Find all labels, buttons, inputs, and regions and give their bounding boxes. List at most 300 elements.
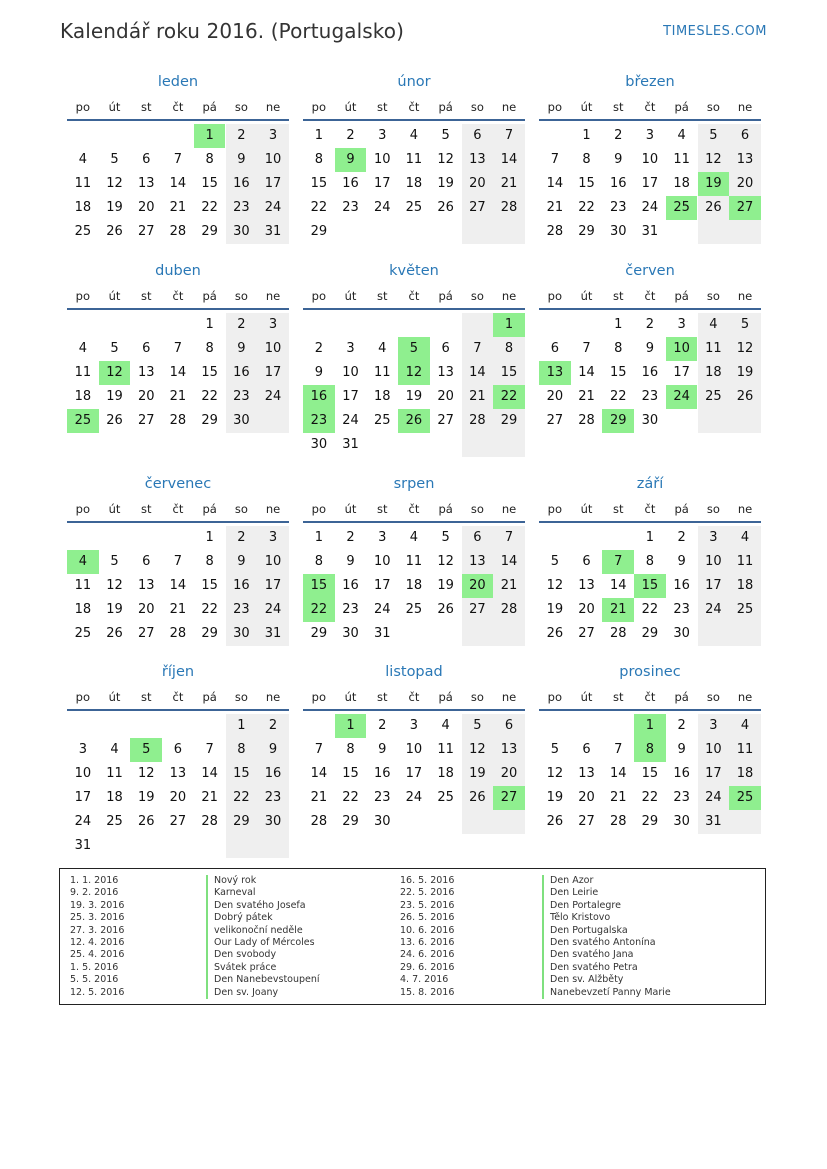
holiday-day[interactable]: 23 — [303, 409, 335, 433]
day-cell[interactable]: 20 — [137, 602, 155, 617]
day-cell[interactable]: 10 — [705, 742, 722, 757]
day-cell[interactable]: 20 — [578, 790, 595, 805]
day-cell[interactable]: 19 — [106, 200, 123, 215]
day-cell[interactable]: 13 — [137, 365, 155, 380]
day-cell[interactable]: 29 — [310, 224, 328, 239]
holiday-day[interactable]: 16 — [303, 385, 335, 409]
day-cell[interactable]: 11 — [74, 365, 92, 380]
day-cell[interactable]: 24 — [705, 790, 722, 805]
day-cell[interactable]: 14 — [169, 176, 187, 191]
day-cell[interactable]: 2 — [346, 530, 355, 545]
day-cell[interactable]: 13 — [437, 365, 454, 380]
day-cell[interactable]: 24 — [264, 200, 282, 215]
day-cell[interactable]: 19 — [546, 790, 564, 805]
day-cell[interactable]: 25 — [705, 389, 722, 404]
day-cell[interactable]: 17 — [641, 176, 659, 191]
day-cell[interactable]: 11 — [437, 742, 454, 757]
holiday-day[interactable]: 19 — [698, 172, 730, 196]
day-cell[interactable]: 6 — [441, 341, 450, 356]
day-cell[interactable]: 29 — [310, 626, 328, 641]
day-cell[interactable]: 7 — [473, 341, 482, 356]
day-cell[interactable]: 20 — [578, 602, 595, 617]
day-cell[interactable]: 24 — [74, 814, 92, 829]
day-cell[interactable]: 21 — [546, 200, 564, 215]
day-cell[interactable]: 18 — [106, 790, 123, 805]
day-cell[interactable]: 28 — [201, 814, 218, 829]
day-cell[interactable]: 13 — [137, 578, 155, 593]
day-cell[interactable]: 15 — [201, 578, 218, 593]
day-cell[interactable]: 4 — [677, 128, 686, 143]
day-cell[interactable]: 29 — [641, 626, 659, 641]
day-cell[interactable]: 10 — [641, 152, 659, 167]
day-cell[interactable]: 15 — [233, 766, 250, 781]
day-cell[interactable]: 17 — [405, 766, 423, 781]
day-cell[interactable]: 30 — [233, 224, 250, 239]
day-cell[interactable]: 9 — [237, 152, 246, 167]
day-cell[interactable]: 14 — [169, 578, 187, 593]
day-cell[interactable]: 5 — [110, 341, 119, 356]
day-cell[interactable]: 19 — [405, 389, 423, 404]
day-cell[interactable]: 25 — [373, 413, 391, 428]
holiday-day[interactable]: 15 — [634, 574, 666, 598]
day-cell[interactable]: 22 — [609, 389, 627, 404]
holiday-day[interactable]: 22 — [493, 385, 525, 409]
day-cell[interactable]: 20 — [469, 176, 486, 191]
day-cell[interactable]: 18 — [74, 602, 92, 617]
day-cell[interactable]: 7 — [550, 152, 559, 167]
day-cell[interactable]: 26 — [736, 389, 754, 404]
day-cell[interactable]: 4 — [740, 530, 750, 545]
day-cell[interactable]: 26 — [469, 790, 486, 805]
site-link[interactable]: TIMESLES.COM — [663, 24, 767, 39]
day-cell[interactable]: 7 — [173, 554, 183, 569]
day-cell[interactable]: 22 — [342, 790, 359, 805]
day-cell[interactable]: 15 — [201, 176, 218, 191]
day-cell[interactable]: 28 — [609, 626, 627, 641]
day-cell[interactable]: 27 — [169, 814, 187, 829]
day-cell[interactable]: 28 — [609, 814, 627, 829]
day-cell[interactable]: 8 — [346, 742, 355, 757]
day-cell[interactable]: 27 — [137, 224, 155, 239]
day-cell[interactable]: 28 — [578, 413, 595, 428]
day-cell[interactable]: 12 — [106, 176, 123, 191]
day-cell[interactable]: 12 — [546, 766, 564, 781]
day-cell[interactable]: 11 — [74, 578, 92, 593]
day-cell[interactable]: 26 — [546, 626, 564, 641]
day-cell[interactable]: 17 — [373, 578, 391, 593]
day-cell[interactable]: 29 — [342, 814, 359, 829]
day-cell[interactable]: 12 — [469, 742, 486, 757]
day-cell[interactable]: 22 — [641, 790, 659, 805]
day-cell[interactable]: 18 — [673, 176, 690, 191]
holiday-day[interactable]: 21 — [602, 598, 634, 622]
day-cell[interactable]: 30 — [233, 626, 250, 641]
day-cell[interactable]: 16 — [673, 766, 690, 781]
day-cell[interactable]: 30 — [609, 224, 627, 239]
day-cell[interactable]: 6 — [740, 128, 750, 143]
day-cell[interactable]: 31 — [373, 626, 391, 641]
day-cell[interactable]: 23 — [673, 790, 690, 805]
day-cell[interactable]: 2 — [378, 718, 387, 733]
day-cell[interactable]: 1 — [614, 317, 623, 332]
day-cell[interactable]: 10 — [373, 152, 391, 167]
day-cell[interactable]: 22 — [233, 790, 250, 805]
holiday-day[interactable]: 5 — [398, 337, 430, 361]
day-cell[interactable]: 24 — [705, 602, 722, 617]
day-cell[interactable]: 27 — [137, 413, 155, 428]
day-cell[interactable]: 6 — [173, 742, 183, 757]
day-cell[interactable]: 3 — [645, 128, 655, 143]
day-cell[interactable]: 2 — [346, 128, 355, 143]
day-cell[interactable]: 27 — [546, 413, 564, 428]
day-cell[interactable]: 20 — [169, 790, 187, 805]
day-cell[interactable]: 1 — [205, 317, 214, 332]
day-cell[interactable]: 8 — [205, 554, 214, 569]
day-cell[interactable]: 24 — [373, 602, 391, 617]
day-cell[interactable]: 18 — [736, 766, 754, 781]
day-cell[interactable]: 23 — [641, 389, 659, 404]
day-cell[interactable]: 1 — [582, 128, 591, 143]
day-cell[interactable]: 17 — [342, 389, 359, 404]
day-cell[interactable]: 6 — [473, 128, 482, 143]
holiday-day[interactable]: 25 — [729, 786, 761, 810]
day-cell[interactable]: 17 — [264, 176, 282, 191]
day-cell[interactable]: 21 — [500, 176, 518, 191]
day-cell[interactable]: 9 — [268, 742, 278, 757]
day-cell[interactable]: 13 — [469, 554, 486, 569]
day-cell[interactable]: 30 — [641, 413, 659, 428]
day-cell[interactable]: 1 — [237, 718, 246, 733]
day-cell[interactable]: 11 — [405, 554, 423, 569]
day-cell[interactable]: 10 — [264, 341, 282, 356]
day-cell[interactable]: 6 — [550, 341, 559, 356]
day-cell[interactable]: 28 — [469, 413, 486, 428]
day-cell[interactable]: 21 — [169, 200, 187, 215]
day-cell[interactable]: 16 — [641, 365, 659, 380]
day-cell[interactable]: 28 — [169, 413, 187, 428]
day-cell[interactable]: 24 — [405, 790, 423, 805]
holiday-day[interactable]: 5 — [130, 738, 162, 762]
day-cell[interactable]: 15 — [500, 365, 518, 380]
day-cell[interactable]: 12 — [137, 766, 155, 781]
day-cell[interactable]: 17 — [673, 365, 690, 380]
day-cell[interactable]: 29 — [641, 814, 659, 829]
day-cell[interactable]: 24 — [264, 389, 282, 404]
day-cell[interactable]: 10 — [405, 742, 423, 757]
holiday-day[interactable]: 27 — [729, 196, 761, 220]
day-cell[interactable]: 16 — [342, 176, 359, 191]
day-cell[interactable]: 30 — [673, 626, 690, 641]
day-cell[interactable]: 13 — [736, 152, 754, 167]
day-cell[interactable]: 22 — [201, 389, 218, 404]
day-cell[interactable]: 17 — [74, 790, 92, 805]
day-cell[interactable]: 29 — [201, 224, 218, 239]
day-cell[interactable]: 17 — [705, 766, 722, 781]
holiday-day[interactable]: 29 — [602, 409, 634, 433]
day-cell[interactable]: 19 — [106, 389, 123, 404]
day-cell[interactable]: 9 — [645, 341, 655, 356]
holiday-day[interactable]: 26 — [398, 409, 430, 433]
day-cell[interactable]: 18 — [705, 365, 722, 380]
day-cell[interactable]: 21 — [169, 602, 187, 617]
day-cell[interactable]: 24 — [342, 413, 359, 428]
day-cell[interactable]: 30 — [310, 437, 328, 452]
day-cell[interactable]: 8 — [314, 554, 323, 569]
day-cell[interactable]: 13 — [169, 766, 187, 781]
day-cell[interactable]: 5 — [441, 128, 450, 143]
day-cell[interactable]: 4 — [441, 718, 450, 733]
holiday-day[interactable]: 20 — [462, 574, 494, 598]
day-cell[interactable]: 6 — [582, 742, 591, 757]
day-cell[interactable]: 18 — [373, 389, 391, 404]
day-cell[interactable]: 20 — [137, 389, 155, 404]
day-cell[interactable]: 2 — [677, 530, 686, 545]
day-cell[interactable]: 5 — [441, 530, 450, 545]
day-cell[interactable]: 19 — [546, 602, 564, 617]
day-cell[interactable]: 27 — [578, 626, 595, 641]
day-cell[interactable]: 11 — [736, 554, 754, 569]
day-cell[interactable]: 11 — [673, 152, 690, 167]
day-cell[interactable]: 6 — [142, 152, 151, 167]
holiday-day[interactable]: 9 — [335, 148, 367, 172]
day-cell[interactable]: 31 — [342, 437, 359, 452]
day-cell[interactable]: 8 — [314, 152, 323, 167]
day-cell[interactable]: 16 — [342, 578, 359, 593]
holiday-day[interactable]: 1 — [493, 313, 525, 337]
day-cell[interactable]: 12 — [705, 152, 722, 167]
day-cell[interactable]: 15 — [641, 766, 659, 781]
day-cell[interactable]: 4 — [709, 317, 718, 332]
day-cell[interactable]: 17 — [264, 365, 282, 380]
day-cell[interactable]: 21 — [169, 389, 187, 404]
day-cell[interactable]: 28 — [500, 200, 518, 215]
day-cell[interactable]: 28 — [546, 224, 564, 239]
day-cell[interactable]: 4 — [78, 341, 87, 356]
day-cell[interactable]: 22 — [201, 602, 218, 617]
day-cell[interactable]: 3 — [709, 718, 718, 733]
day-cell[interactable]: 28 — [169, 224, 187, 239]
day-cell[interactable]: 22 — [201, 200, 218, 215]
day-cell[interactable]: 12 — [437, 152, 454, 167]
day-cell[interactable]: 5 — [740, 317, 750, 332]
holiday-day[interactable]: 8 — [634, 738, 666, 762]
day-cell[interactable]: 29 — [578, 224, 595, 239]
day-cell[interactable]: 17 — [373, 176, 391, 191]
day-cell[interactable]: 19 — [736, 365, 754, 380]
day-cell[interactable]: 27 — [469, 200, 486, 215]
holiday-day[interactable]: 1 — [634, 714, 666, 738]
day-cell[interactable]: 18 — [437, 766, 454, 781]
day-cell[interactable]: 25 — [437, 790, 454, 805]
day-cell[interactable]: 25 — [74, 224, 92, 239]
day-cell[interactable]: 19 — [437, 176, 454, 191]
day-cell[interactable]: 31 — [264, 224, 282, 239]
holiday-day[interactable]: 1 — [335, 714, 367, 738]
day-cell[interactable]: 4 — [378, 341, 387, 356]
day-cell[interactable]: 2 — [645, 317, 655, 332]
day-cell[interactable]: 21 — [609, 790, 627, 805]
day-cell[interactable]: 6 — [142, 554, 151, 569]
day-cell[interactable]: 23 — [373, 790, 391, 805]
day-cell[interactable]: 30 — [264, 814, 282, 829]
day-cell[interactable]: 26 — [437, 200, 454, 215]
day-cell[interactable]: 26 — [106, 626, 123, 641]
day-cell[interactable]: 14 — [609, 766, 627, 781]
day-cell[interactable]: 23 — [673, 602, 690, 617]
day-cell[interactable]: 31 — [705, 814, 722, 829]
day-cell[interactable]: 22 — [641, 602, 659, 617]
day-cell[interactable]: 30 — [673, 814, 690, 829]
day-cell[interactable]: 7 — [314, 742, 323, 757]
day-cell[interactable]: 20 — [500, 766, 518, 781]
day-cell[interactable]: 23 — [609, 200, 627, 215]
day-cell[interactable]: 3 — [268, 317, 278, 332]
day-cell[interactable]: 13 — [469, 152, 486, 167]
day-cell[interactable]: 5 — [110, 554, 119, 569]
holiday-day[interactable]: 25 — [67, 409, 99, 433]
holiday-day[interactable]: 12 — [99, 361, 131, 385]
day-cell[interactable]: 21 — [469, 389, 486, 404]
day-cell[interactable]: 6 — [504, 718, 514, 733]
day-cell[interactable]: 9 — [237, 341, 246, 356]
day-cell[interactable]: 16 — [673, 578, 690, 593]
day-cell[interactable]: 9 — [314, 365, 323, 380]
day-cell[interactable]: 16 — [264, 766, 282, 781]
day-cell[interactable]: 2 — [677, 718, 686, 733]
day-cell[interactable]: 7 — [504, 530, 514, 545]
day-cell[interactable]: 6 — [142, 341, 151, 356]
day-cell[interactable]: 14 — [578, 365, 595, 380]
day-cell[interactable]: 14 — [500, 152, 518, 167]
day-cell[interactable]: 1 — [314, 530, 323, 545]
day-cell[interactable]: 31 — [74, 838, 92, 853]
day-cell[interactable]: 7 — [173, 341, 183, 356]
day-cell[interactable]: 17 — [264, 578, 282, 593]
day-cell[interactable]: 9 — [677, 742, 686, 757]
day-cell[interactable]: 30 — [373, 814, 391, 829]
day-cell[interactable]: 1 — [645, 530, 655, 545]
holiday-day[interactable]: 12 — [398, 361, 430, 385]
day-cell[interactable]: 21 — [310, 790, 328, 805]
day-cell[interactable]: 29 — [201, 626, 218, 641]
day-cell[interactable]: 15 — [578, 176, 595, 191]
day-cell[interactable]: 18 — [74, 200, 92, 215]
day-cell[interactable]: 8 — [205, 341, 214, 356]
day-cell[interactable]: 8 — [582, 152, 591, 167]
day-cell[interactable]: 12 — [736, 341, 754, 356]
day-cell[interactable]: 8 — [205, 152, 214, 167]
day-cell[interactable]: 26 — [437, 602, 454, 617]
day-cell[interactable]: 14 — [310, 766, 328, 781]
day-cell[interactable]: 24 — [641, 200, 659, 215]
day-cell[interactable]: 19 — [469, 766, 486, 781]
day-cell[interactable]: 7 — [205, 742, 214, 757]
day-cell[interactable]: 15 — [609, 365, 627, 380]
day-cell[interactable]: 7 — [173, 152, 183, 167]
day-cell[interactable]: 10 — [705, 554, 722, 569]
day-cell[interactable]: 3 — [268, 530, 278, 545]
day-cell[interactable]: 20 — [546, 389, 564, 404]
day-cell[interactable]: 26 — [546, 814, 564, 829]
day-cell[interactable]: 25 — [106, 814, 123, 829]
day-cell[interactable]: 9 — [237, 554, 246, 569]
day-cell[interactable]: 12 — [437, 554, 454, 569]
day-cell[interactable]: 7 — [504, 128, 514, 143]
day-cell[interactable]: 11 — [705, 341, 722, 356]
day-cell[interactable]: 10 — [74, 766, 92, 781]
day-cell[interactable]: 13 — [578, 766, 595, 781]
day-cell[interactable]: 11 — [405, 152, 423, 167]
day-cell[interactable]: 23 — [233, 389, 250, 404]
day-cell[interactable]: 20 — [736, 176, 754, 191]
day-cell[interactable]: 19 — [137, 790, 155, 805]
day-cell[interactable]: 11 — [106, 766, 123, 781]
day-cell[interactable]: 29 — [233, 814, 250, 829]
day-cell[interactable]: 2 — [237, 530, 246, 545]
day-cell[interactable]: 17 — [705, 578, 722, 593]
day-cell[interactable]: 29 — [500, 413, 518, 428]
day-cell[interactable]: 28 — [169, 626, 187, 641]
day-cell[interactable]: 9 — [378, 742, 387, 757]
day-cell[interactable]: 14 — [201, 766, 218, 781]
day-cell[interactable]: 18 — [405, 176, 423, 191]
day-cell[interactable]: 4 — [110, 742, 119, 757]
day-cell[interactable]: 25 — [405, 602, 423, 617]
day-cell[interactable]: 3 — [346, 341, 355, 356]
day-cell[interactable]: 23 — [264, 790, 282, 805]
day-cell[interactable]: 27 — [437, 413, 454, 428]
day-cell[interactable]: 10 — [264, 152, 282, 167]
day-cell[interactable]: 5 — [550, 554, 559, 569]
holiday-day[interactable]: 15 — [303, 574, 335, 598]
day-cell[interactable]: 27 — [137, 626, 155, 641]
day-cell[interactable]: 9 — [677, 554, 686, 569]
day-cell[interactable]: 20 — [437, 389, 454, 404]
day-cell[interactable]: 29 — [201, 413, 218, 428]
day-cell[interactable]: 14 — [609, 578, 627, 593]
day-cell[interactable]: 9 — [614, 152, 623, 167]
day-cell[interactable]: 1 — [205, 530, 214, 545]
day-cell[interactable]: 3 — [409, 718, 419, 733]
day-cell[interactable]: 1 — [314, 128, 323, 143]
day-cell[interactable]: 14 — [169, 365, 187, 380]
day-cell[interactable]: 27 — [578, 814, 595, 829]
day-cell[interactable]: 4 — [409, 530, 419, 545]
day-cell[interactable]: 23 — [342, 602, 359, 617]
day-cell[interactable]: 3 — [378, 530, 387, 545]
holiday-day[interactable]: 22 — [303, 598, 335, 622]
day-cell[interactable]: 13 — [137, 176, 155, 191]
day-cell[interactable]: 16 — [233, 578, 250, 593]
day-cell[interactable]: 19 — [437, 578, 454, 593]
day-cell[interactable]: 16 — [609, 176, 627, 191]
holiday-day[interactable]: 13 — [539, 361, 571, 385]
day-cell[interactable]: 8 — [237, 742, 246, 757]
day-cell[interactable]: 23 — [233, 200, 250, 215]
holiday-day[interactable]: 7 — [602, 550, 634, 574]
day-cell[interactable]: 2 — [268, 718, 278, 733]
day-cell[interactable]: 2 — [237, 128, 246, 143]
day-cell[interactable]: 12 — [106, 578, 123, 593]
day-cell[interactable]: 28 — [310, 814, 328, 829]
day-cell[interactable]: 4 — [740, 718, 750, 733]
day-cell[interactable]: 10 — [342, 365, 359, 380]
day-cell[interactable]: 4 — [78, 152, 87, 167]
holiday-day[interactable]: 27 — [493, 786, 525, 810]
holiday-day[interactable]: 24 — [666, 385, 698, 409]
day-cell[interactable]: 4 — [409, 128, 419, 143]
day-cell[interactable]: 26 — [705, 200, 722, 215]
